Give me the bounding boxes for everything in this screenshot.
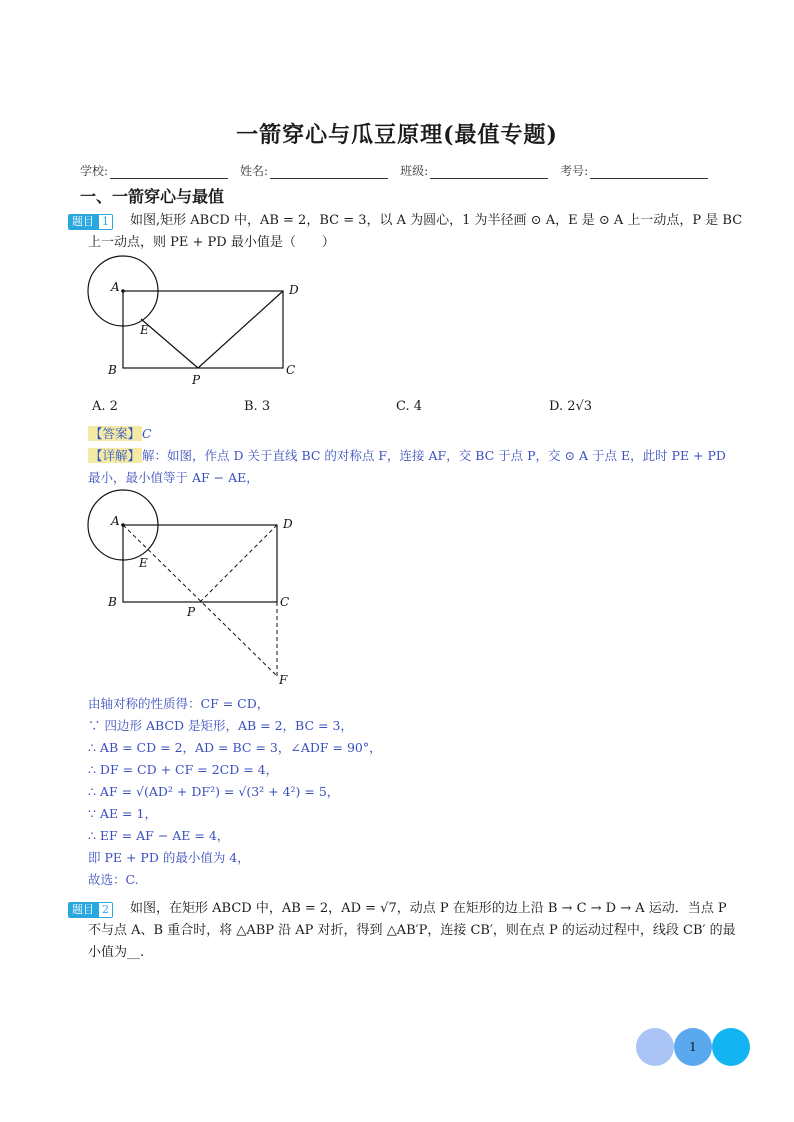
question-badge-label: 题目 (68, 902, 98, 918)
page-dot-left (636, 1028, 674, 1066)
solution-step-8: 即 PE + PD 的最小值为 4， (88, 850, 250, 865)
detail-line-2: 最小，最小值等于 AF − AE， (88, 470, 259, 485)
segment-pd (198, 291, 283, 368)
label-a: A (111, 280, 120, 294)
name-blank[interactable] (270, 166, 388, 179)
question-1-line-2: 上一动点，则 PE + PD 最小值是（ ） (88, 235, 335, 250)
solution-step-9: 故选：C. (88, 872, 139, 887)
solution-step-4: ∴ DF = CD + CF = 2CD = 4， (88, 762, 279, 777)
segment-pd-dashed (200, 525, 277, 602)
question-badge-number: 2 (98, 902, 113, 918)
question-badge-number: 1 (98, 214, 113, 230)
question-2-line-1: 如图，在矩形 ABCD 中，AB = 2，AD = √7，动点 P 在矩形的边上沿 B → C → D → A 运动．当点 P (130, 901, 727, 916)
class-blank[interactable] (430, 166, 548, 179)
label-f: F (279, 673, 288, 687)
label-p: P (187, 605, 196, 619)
exam-number-label: 考号: (560, 164, 589, 178)
school-label: 学校: (80, 164, 109, 178)
page-dot-right (712, 1028, 750, 1066)
name-label: 姓名: (240, 164, 269, 178)
detail-line-1 (88, 446, 726, 464)
label-e: E (139, 556, 148, 570)
choice-b[interactable]: B. 3 (244, 399, 271, 414)
question-1-badge (68, 214, 113, 230)
class-label: 班级: (400, 164, 429, 178)
segment-af-dashed (123, 525, 277, 676)
document-title: 一箭穿心与瓜豆原理(最值专题) (236, 122, 558, 148)
question-1-figure (80, 254, 320, 394)
label-c: C (280, 595, 290, 609)
segment-pe (141, 319, 198, 368)
choice-d[interactable]: D. 2√3 (549, 399, 593, 414)
page-number: 1 (674, 1028, 712, 1066)
question-2-line-2: 不与点 A、B 重合时，将 △ABP 沿 AP 对折，得到 △AB′P，连接 CB′，则在点 P 的运动过程中，线段 CB′ 的最 (88, 923, 736, 938)
page-number-badge (636, 1028, 752, 1066)
answer-tag: 【答案】 (90, 426, 141, 441)
class-field (400, 162, 560, 179)
answer-line (88, 424, 152, 442)
solution-step-6: ∵ AE = 1， (88, 806, 157, 821)
solution-step-7: ∴ EF = AF − AE = 4， (88, 828, 230, 843)
choice-c[interactable]: C. 4 (396, 399, 423, 414)
student-info-line (80, 162, 720, 179)
solution-step-2: ∵ 四边形 ABCD 是矩形，AB = 2，BC = 3， (88, 718, 353, 733)
label-d: D (289, 283, 299, 297)
label-b: B (108, 363, 117, 377)
label-e: E (140, 323, 149, 337)
choice-a[interactable]: A. 2 (92, 399, 118, 414)
question-2-line-3: 小值为__. (88, 945, 145, 960)
exam-number-blank[interactable] (590, 166, 708, 179)
label-d: D (283, 517, 293, 531)
school-field (80, 162, 240, 179)
question-badge-label: 题目 (68, 214, 98, 230)
center-point-a (121, 289, 125, 293)
solution-figure (80, 488, 320, 688)
answer-value: C (142, 426, 152, 441)
section-heading: 一、一箭穿心与最值 (80, 187, 225, 206)
label-b: B (108, 595, 117, 609)
question-2-badge (68, 902, 113, 918)
solution-step-1: 由轴对称的性质得：CF = CD， (88, 696, 270, 711)
label-a: A (111, 514, 120, 528)
label-p: P (192, 373, 201, 387)
exam-number-field (560, 162, 720, 179)
name-field (240, 162, 400, 179)
solution-step-5: ∴ AF = √(AD² + DF²) = √(3² + 4²) = 5， (88, 784, 340, 799)
center-point-a (121, 523, 125, 527)
school-blank[interactable] (110, 166, 228, 179)
question-1-line-1: 如图,矩形 ABCD 中，AB = 2，BC = 3，以 A 为圆心，1 为半径画 ⊙ A，E 是 ⊙ A 上一动点，P 是 BC (130, 213, 743, 228)
solution-step-3: ∴ AB = CD = 2，AD = BC = 3，∠ADF = 90°， (88, 740, 382, 755)
detail-tag: 【详解】 (90, 448, 141, 463)
label-c: C (286, 363, 296, 377)
detail-text-1: 解：如图，作点 D 关于直线 BC 的对称点 F，连接 AF，交 BC 于点 P，交 ⊙ A 于点 E，此时 PE + PD (142, 448, 726, 463)
